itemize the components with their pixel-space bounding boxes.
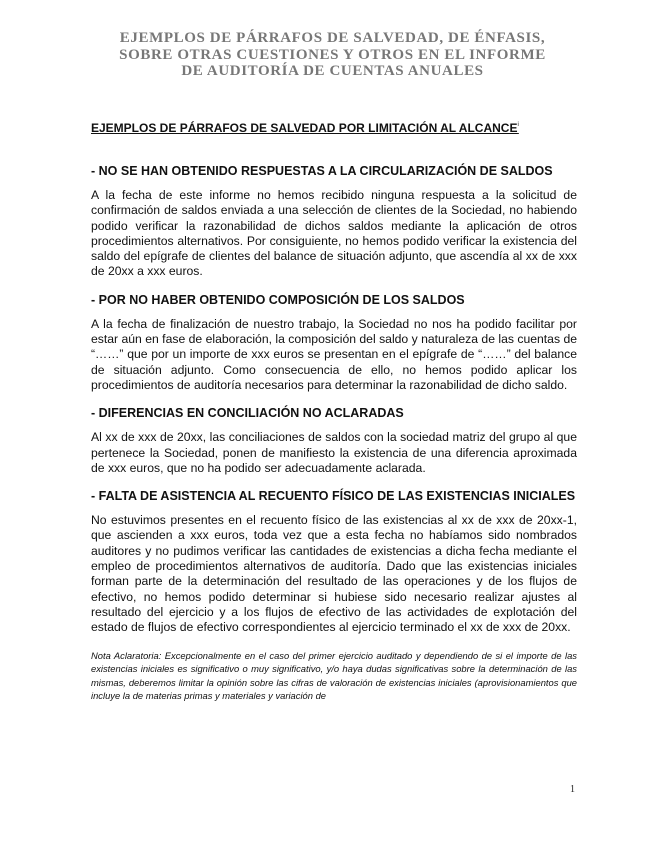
section-diferencias-conciliacion <box>91 406 577 476</box>
section-paragraph: A la fecha de este informe no hemos recibido ninguna respuesta a la solicitud de confirmación de saldos enviada a una selección de clientes de la Sociedad, no habiendo podido verificar la razonabilidad de dichos saldos mediante la aplicación de otros procedimientos alternativos. Por consiguiente, no hemos podido verificar la existencia del saldo del epígrafe de clientes del balance de situación adjunto, que ascendía al xx de xxx de 20xx a xxx euros. <box>91 188 577 279</box>
document-title-line-1: EJEMPLOS DE PÁRRAFOS DE SALVEDAD, DE ÉNFASIS, <box>119 30 546 46</box>
section-paragraph: Al xx de xxx de 20xx, las conciliaciones de saldos con la sociedad matriz del grupo al que pertenece la Sociedad, ponen de manifiesto la existencia de una diferencia aproximada de xxx euros, que no ha podido ser adecuadamente aclarada. <box>91 430 577 475</box>
main-heading-text: EJEMPLOS DE PÁRRAFOS DE SALVEDAD POR LIMITACIÓN AL ALCANCE <box>91 121 518 135</box>
document-title-line-2: SOBRE OTRAS CUESTIONES Y OTROS EN EL INFORME <box>119 46 546 63</box>
explanatory-note: Nota Aclaratoria: Excepcionalmente en el caso del primer ejercicio auditado y dependiendo de si el importe de las existencias iniciales es significativo o muy significativo, y/o haya dudas significativas sobre la determinación de las mismas, deberemos limitar la opinión sobre las cifras de valoración de existencias iniciales (aprovisionamientos que incluye la de materias primas y materiales y variación de <box>91 649 577 702</box>
section-heading: - POR NO HABER OBTENIDO COMPOSICIÓN DE LOS SALDOS <box>91 292 465 307</box>
document-title-line-3: DE AUDITORÍA DE CUENTAS ANUALES <box>181 63 484 79</box>
section-paragraph: A la fecha de finalización de nuestro trabajo, la Sociedad no nos ha podido facilitar por estar aún en fase de elaboración, la composición del saldo y naturaleza de las cuentas de “……” que por un importe de xxx euros se presentan en el epígrafe de “……” del balance de situación adjunto. Como consecuencia de ello, no hemos podido aplicar los procedimientos de auditoría necesarios para determinar la razonabilidad de dicho saldo. <box>91 316 577 392</box>
document-body <box>91 118 577 703</box>
section-composicion-saldos <box>91 293 577 393</box>
section-circularizacion <box>91 164 577 280</box>
section-heading: - NO SE HAN OBTENIDO RESPUESTAS A LA CIRCULARIZACIÓN DE SALDOS <box>91 164 553 178</box>
section-recuento-fisico <box>91 489 577 635</box>
section-heading: - DIFERENCIAS EN CONCILIACIÓN NO ACLARADAS <box>91 406 404 421</box>
section-heading: - FALTA DE ASISTENCIA AL RECUENTO FÍSICO DE LAS EXISTENCIAS INICIALES <box>91 489 576 504</box>
document-title <box>90 30 575 80</box>
page-number: 1 <box>570 784 575 795</box>
main-heading <box>91 118 577 136</box>
section-paragraph: No estuvimos presentes en el recuento físico de las existencias al xx de xxx de 20xx-1, que ascienden a xxx euros, toda vez que a esta fecha no habíamos sido nombrados auditores y no pudimos verificar las cantidades de existencias a dicha fecha mediante el empleo de procedimientos alternativos de auditoría. Dado que las existencias iniciales forman parte de la determinación del resultado de las operaciones y de los flujos de efectivo, no hemos podido determinar si hubiese sido necesario realizar ajustes al resultado del ejercicio y a los flujos de efectivo de las actividades de explotación del estado de flujos de efectivo correspondientes al ejercicio terminado el xx de xxx de 20xx. <box>91 513 577 635</box>
footnote-reference[interactable]: i <box>517 122 519 128</box>
